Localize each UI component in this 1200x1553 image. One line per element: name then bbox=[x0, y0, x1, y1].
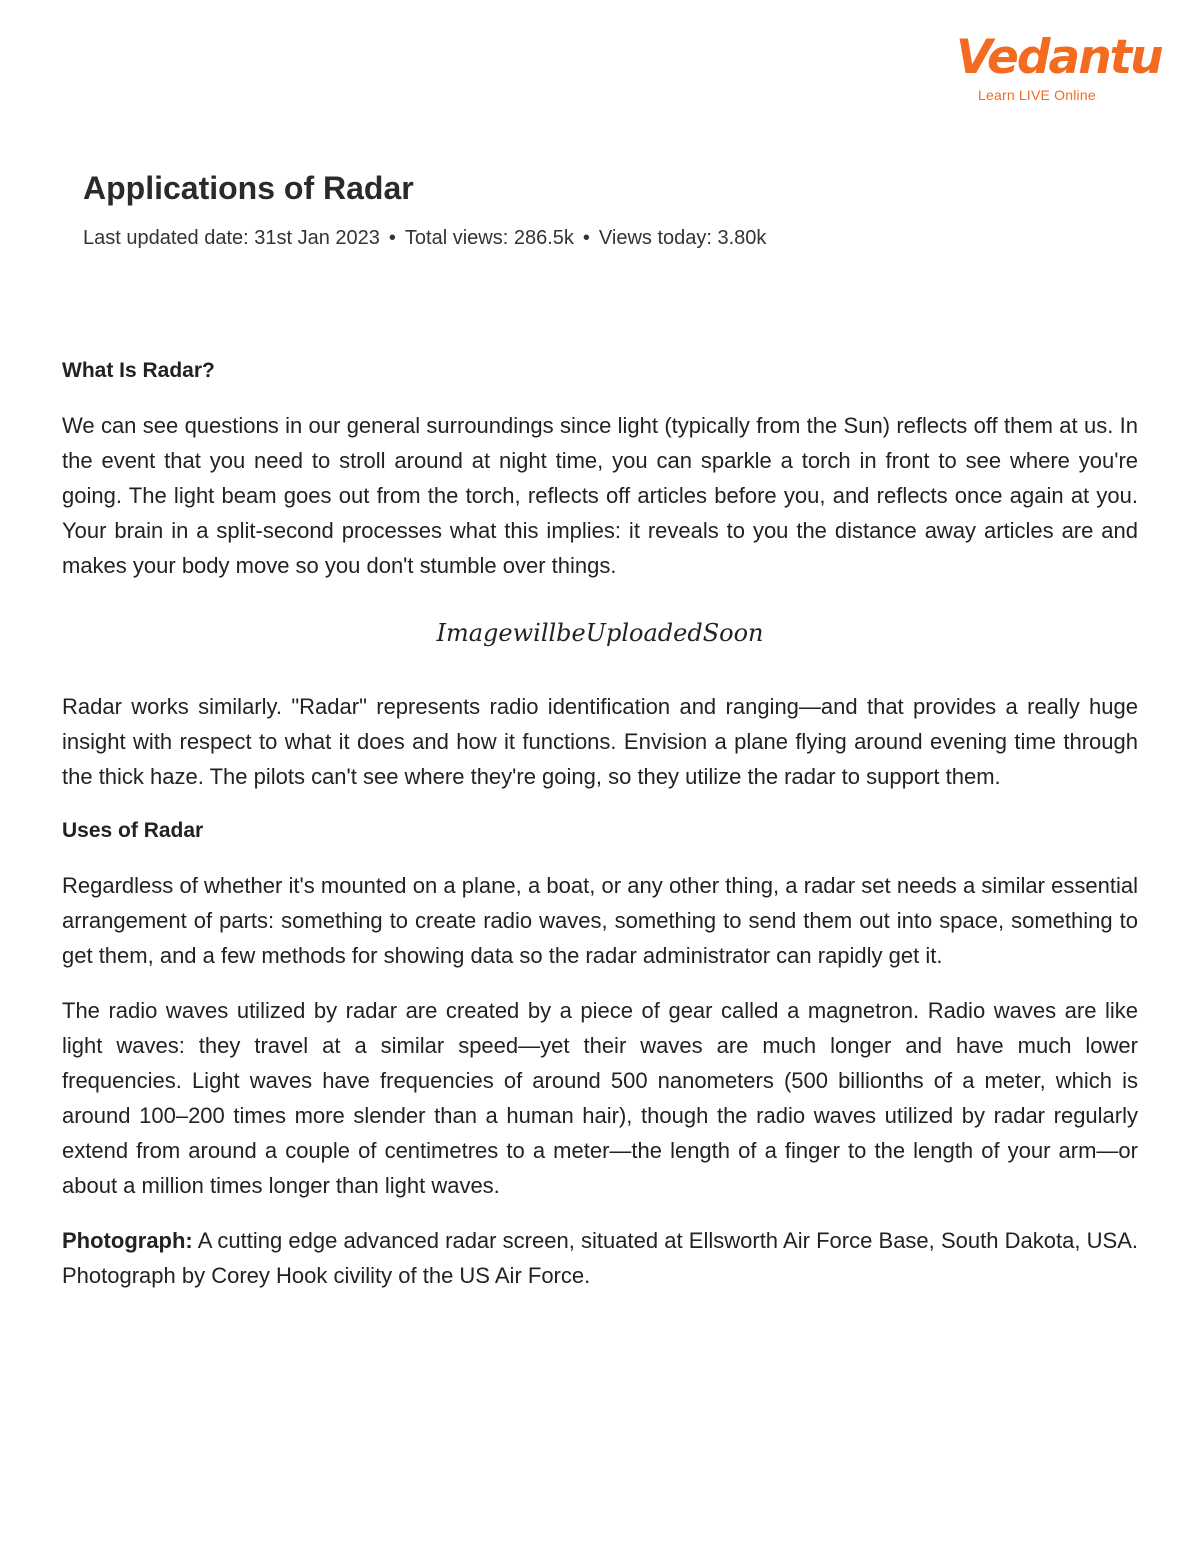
meta-separator: • bbox=[388, 227, 396, 249]
total-views: Total views: 286.5k bbox=[404, 227, 574, 249]
page-title: Applications of Radar bbox=[83, 170, 414, 206]
article-meta bbox=[83, 224, 766, 252]
article-body bbox=[62, 354, 1138, 1313]
image-placeholder: ImagewillbeUploadedSoon bbox=[436, 619, 764, 647]
paragraph: Regardless of whether it's mounted on a plane, a boat, or any other thing, a radar set needs a similar essential arrangement of parts: something to create radio waves, something to send them out into space, something to get them, and a few methods for showing data so the radar administrator can rapidly get it. bbox=[62, 873, 1138, 968]
paragraph: The radio waves utilized by radar are created by a piece of gear called a magnetron. Radio waves are like light waves: they travel at a similar speed—yet their waves are much longer and have much lower frequencies. Light waves have frequencies of around 500 nanometers (500 billionths of a meter, which is around 100–200 times more slender than a human hair), though the radio waves utilized by radar regularly extend from around a couple of centimetres to a meter—the length of a finger to the length of your arm—or about a million times longer than light waves. bbox=[62, 998, 1138, 1198]
views-today: Views today: 3.80k bbox=[598, 227, 767, 249]
paragraph: Radar works similarly. "Radar" represents radio identification and ranging—and that provides a really huge insight with respect to what it does and how it functions. Envision a plane flying around evening time through the thick haze. The pilots can't see where they're going, so they utilize the radar to support them. bbox=[62, 694, 1138, 789]
section-heading-what-is-radar: What Is Radar? bbox=[62, 359, 215, 382]
caption-text: A cutting edge advanced radar screen, situated at Ellsworth Air Force Base, South Dakota, USA. Photograph by Corey Hook civility of the US Air Force. bbox=[62, 1228, 1138, 1288]
photo-caption bbox=[62, 1223, 1138, 1293]
meta-separator: • bbox=[582, 227, 590, 249]
paragraph: We can see questions in our general surroundings since light (typically from the Sun) reflects off them at us. In the event that you need to stroll around at night time, you can sparkle a torch in front to see where you're going. The light beam goes out from the torch, reflects off articles before you, and reflects once again at you. Your brain in a split-second processes what this implies: it reveals to you the distance away articles are and makes your body move so you don't stumble over things. bbox=[62, 413, 1138, 578]
section-heading-uses-of-radar: Uses of Radar bbox=[62, 819, 204, 842]
logo-tagline: Learn LIVE Online bbox=[978, 87, 1096, 103]
logo-wordmark: Vedantu bbox=[956, 30, 1162, 85]
caption-label: Photograph: bbox=[62, 1228, 193, 1253]
last-updated-date: Last updated date: 31st Jan 2023 bbox=[83, 227, 380, 249]
vedantu-logo[interactable] bbox=[940, 30, 1162, 110]
